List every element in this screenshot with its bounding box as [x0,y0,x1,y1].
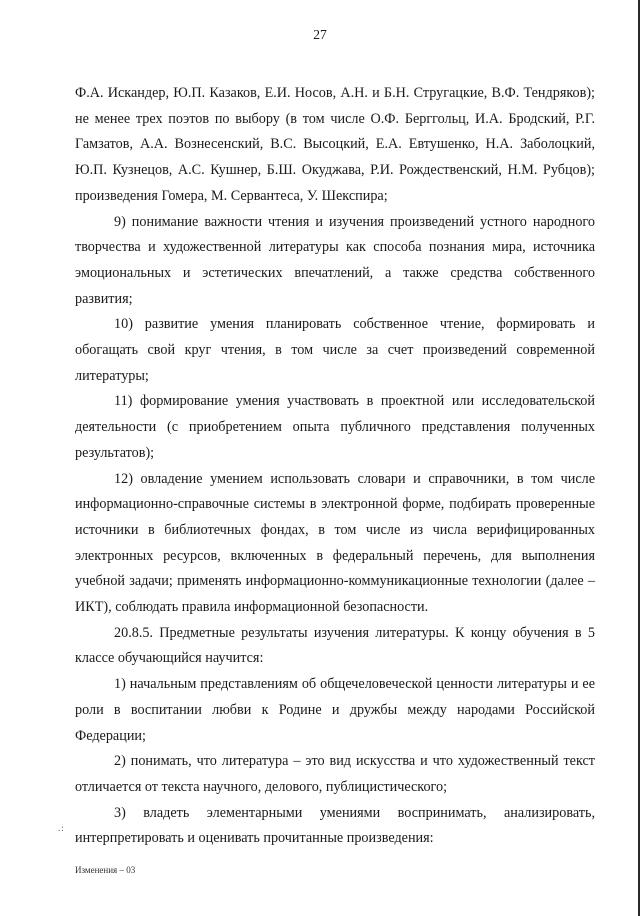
paragraph-item-12: 12) овладение умением использовать словари и справочники, в том числе информационно-справочные системы в электронной форме, подбирать проверенные источники в библиотечных фондах, в том числе из числа верифицированных электронных ресурсов, включенных в федеральный перечень, для выполнения учебной задачи; применять информационно-коммуникационные технологии (далее – ИКТ), соблюдать правила информационной безопасности. [75,470,595,616]
paragraph-result-1: 1) начальным представлениям об общечеловеческой ценности литературы и ее роли в воспитании любви к Родине и дружбы между народами Российской Федерации; [75,676,595,744]
paragraph-item-10: 10) развитие умения планировать собственное чтение, формировать и обогащать свой круг чтения, в том числе за счет произведений современной литературы; [75,316,595,384]
footer-revision-note: Изменения – 03 [75,865,136,875]
scan-speck: .: [58,823,65,833]
paragraph-result-2: 2) понимать, что литература – это вид искусства и что художественный текст отличается от текста научного, делового, публицистического; [75,753,595,795]
body-text [75,81,595,852]
paragraph-item-11: 11) формирование умения участвовать в проектной или исследовательской деятельности (с приобретением опыта публичного представления полученных результатов); [75,393,595,461]
paragraph-item-9: 9) понимание важности чтения и изучения произведений устного народного творчества и художественной литературы как способа познания мира, источника эмоциональных и эстетических впечатлений, а также средства собственного развития; [75,213,595,307]
page-number: 27 [313,27,327,42]
paragraph-section-20-8-5: 20.8.5. Предметные результаты изучения литературы. К концу обучения в 5 классе обучающийся научится: [75,624,595,667]
paragraph-author-list-continuation: Ф.А. Искандер, Ю.П. Казаков, Е.И. Носов, А.Н. и Б.Н. Стругацкие, В.Ф. Тендряков); не менее трех поэтов по выбору (в том числе О.Ф. Берггольц, И.А. Бродский, Р.Г. Гамзатов, А.А. Вознесенский, В.С. Высоцкий, Е.А. Евтушенко, Н.А. Заболоцкий, Ю.П. Кузнецов, А.С. Кушнер, Б.Ш. Окуджава, Р.И. Рождественский, Н.М. Рубцов); произведения Гомера, М. Сервантеса, У. Шекспира; [75,85,595,204]
paragraph-result-3: 3) владеть элементарными умениями воспринимать, анализировать, интерпретировать и оценивать прочитанные произведения: [75,804,595,847]
